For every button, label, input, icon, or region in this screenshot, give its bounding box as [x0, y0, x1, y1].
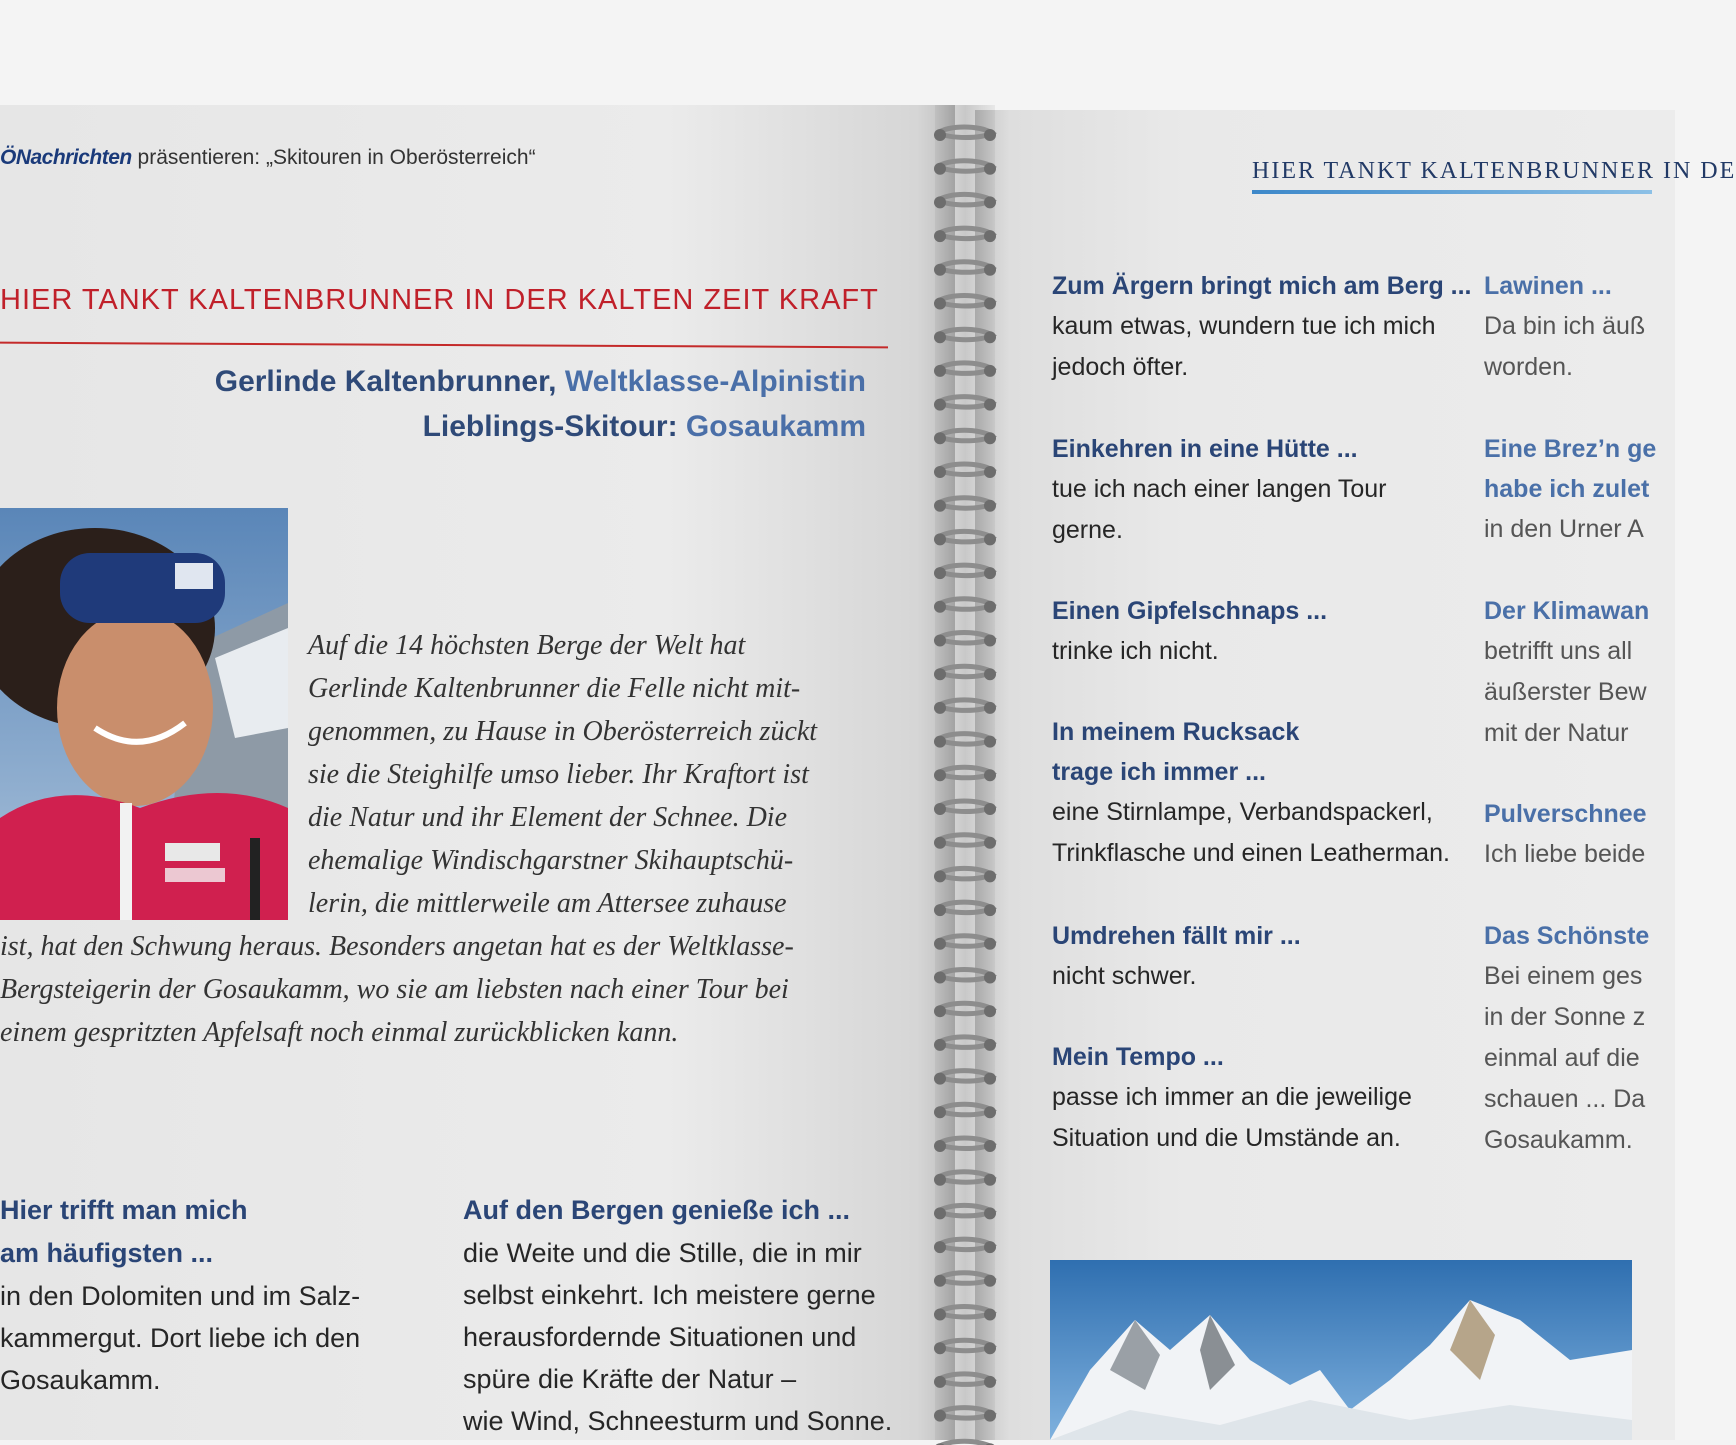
binding-hole [934, 500, 946, 512]
spiral-coil [938, 970, 992, 981]
binding-hole [984, 972, 996, 984]
binding-hole [984, 1410, 996, 1422]
binding-hole [934, 769, 946, 781]
binding-hole [934, 432, 946, 444]
binding-hole [934, 702, 946, 714]
binding-hole [984, 668, 996, 680]
binding-hole [984, 1106, 996, 1118]
qa-question: In meinem Rucksack [1052, 718, 1300, 746]
publication-header-text: präsentieren: „Skitouren in Oberösterreich“ [137, 146, 536, 169]
qa-question: Der Klimawan [1484, 597, 1650, 625]
spiral-coil [938, 1307, 992, 1318]
spiral-coil [938, 531, 992, 542]
spiral-coil [938, 565, 992, 576]
spiral-coil [938, 1408, 992, 1419]
binding-hole [984, 904, 996, 916]
binding-hole [934, 1342, 946, 1354]
qa-answer: Situation und die Umstände an. [1052, 1124, 1401, 1152]
qa-question: Einkehren in eine Hütte ... [1052, 435, 1358, 463]
qa-question: Lawinen ... [1484, 272, 1612, 300]
binding-hole [984, 1039, 996, 1051]
spiral-coil [938, 1273, 992, 1284]
binding-hole [984, 803, 996, 815]
binding-hole [984, 938, 996, 950]
binding-hole [984, 1275, 996, 1287]
spiral-coil [938, 329, 992, 340]
spiral-binding [930, 125, 1005, 1440]
binding-hole [984, 1309, 996, 1321]
binding-hole [984, 1207, 996, 1219]
binding-hole [984, 1073, 996, 1085]
spiral-coil [938, 363, 992, 374]
qa-answer: Ich liebe beide [1484, 840, 1646, 868]
binding-hole [934, 1376, 946, 1388]
binding-hole [984, 736, 996, 748]
binding-hole [934, 635, 946, 647]
byline-name-line [0, 365, 866, 399]
spiral-coil [938, 228, 992, 239]
binding-hole [934, 803, 946, 815]
qa-answer: schauen ... Da [1484, 1085, 1646, 1113]
qa-question: Das Schönste [1484, 922, 1650, 950]
binding-hole [984, 399, 996, 411]
qa-answer: trinke ich nicht. [1052, 637, 1219, 665]
binding-hole [984, 196, 996, 208]
byline-favorite-label: Lieblings-Skitour: [422, 410, 678, 443]
qa-answer: äußerster Bew [1484, 678, 1647, 706]
binding-hole [934, 298, 946, 310]
qa-answer: eine Stirnlampe, Verbandspackerl, [1052, 798, 1433, 826]
qa-question: Mein Tempo ... [1052, 1043, 1224, 1071]
qa-answer: Da bin ich äuß [1484, 312, 1646, 340]
binding-hole [934, 533, 946, 545]
running-head-rule [1252, 190, 1652, 194]
intro-line: lerin, die mittlerweile am Attersee zuhause [308, 888, 787, 919]
binding-hole [984, 298, 996, 310]
qa-answer: einmal auf die [1484, 1044, 1640, 1072]
qa-question: Hier trifft man mich [0, 1195, 248, 1225]
binding-hole [934, 264, 946, 276]
binding-hole [984, 533, 996, 545]
qa-answer: Trinkflasche und einen Leatherman. [1052, 839, 1450, 867]
binding-hole [934, 1309, 946, 1321]
binding-hole [934, 837, 946, 849]
binding-hole [934, 567, 946, 579]
binding-hole [984, 1174, 996, 1186]
qa-answer: wie Wind, Schneesturm und Sonne. [463, 1406, 893, 1436]
running-head: HIER TANKT KALTENBRUNNER IN DE [1252, 158, 1736, 184]
byline-favorite-line [0, 410, 866, 444]
binding-hole [934, 196, 946, 208]
binding-hole [934, 1174, 946, 1186]
spiral-coil [938, 1205, 992, 1216]
spiral-coil [938, 700, 992, 711]
byline-role: Weltklasse-Alpinistin [564, 365, 866, 398]
binding-hole [934, 1106, 946, 1118]
spiral-coil [938, 1104, 992, 1115]
binding-hole [934, 399, 946, 411]
intro-line: sie die Steighilfe umso lieber. Ihr Kraftort ist [308, 759, 809, 790]
binding-hole [934, 230, 946, 242]
qa-answer: mit der Natur [1484, 719, 1629, 747]
binding-hole [934, 466, 946, 478]
binding-hole [934, 870, 946, 882]
intro-line: ist, hat den Schwung heraus. Besonders angetan hat es der Weltklasse- [0, 931, 794, 962]
binding-hole [984, 1140, 996, 1152]
spiral-coil [938, 1138, 992, 1149]
qa-answer: spüre die Kräfte der Natur – [463, 1364, 797, 1394]
spiral-coil [938, 1172, 992, 1183]
spiral-coil [938, 936, 992, 947]
qa-answer: kaum etwas, wundern tue ich mich [1052, 312, 1436, 340]
binding-hole [984, 635, 996, 647]
qa-question: Umdrehen fällt mir ... [1052, 922, 1301, 950]
binding-hole [984, 466, 996, 478]
spiral-coil [938, 835, 992, 846]
spiral-coil [938, 1003, 992, 1014]
binding-hole [934, 1005, 946, 1017]
mountain-photo [1050, 1260, 1632, 1440]
binding-hole [934, 163, 946, 175]
binding-hole [984, 702, 996, 714]
binding-hole [934, 365, 946, 377]
qa-question: Auf den Bergen genieße ich ... [463, 1195, 851, 1225]
qa-answer: gerne. [1052, 516, 1123, 544]
spiral-coil [938, 666, 992, 677]
qa-answer: nicht schwer. [1052, 962, 1197, 990]
spiral-coil [938, 296, 992, 307]
spiral-coil [938, 127, 992, 138]
spiral-coil [938, 767, 992, 778]
binding-hole [934, 668, 946, 680]
qa-answer: selbst einkehrt. Ich meistere gerne [463, 1280, 876, 1310]
binding-hole [934, 1073, 946, 1085]
qa-question: Zum Ärgern bringt mich am Berg ... [1052, 272, 1472, 300]
spiral-coil [938, 430, 992, 441]
binding-hole [984, 870, 996, 882]
binding-hole [984, 163, 996, 175]
qa-answer: jedoch öfter. [1052, 353, 1189, 381]
qa-answer: tue ich nach einer langen Tour [1052, 475, 1387, 503]
intro-line: einem gespritzten Apfelsaft noch einmal zurückblicken kann. [0, 1017, 679, 1048]
binding-hole [984, 567, 996, 579]
byline-name: Gerlinde Kaltenbrunner, [214, 365, 557, 398]
binding-hole [934, 601, 946, 613]
qa-question: Eine Brez’n ge [1484, 435, 1657, 463]
qa-question: Pulverschnee [1484, 800, 1647, 828]
qa-answer: Gosaukamm. [0, 1365, 161, 1395]
binding-hole [984, 601, 996, 613]
spiral-coil [938, 801, 992, 812]
qa-answer: Bei einem ges [1484, 962, 1643, 990]
binding-hole [934, 1207, 946, 1219]
binding-hole [984, 1342, 996, 1354]
qa-answer: kammergut. Dort liebe ich den [0, 1323, 361, 1353]
publication-header [0, 146, 536, 170]
binding-hole [984, 769, 996, 781]
binding-hole [984, 230, 996, 242]
spiral-coil [938, 397, 992, 408]
article-title: HIER TANKT KALTENBRUNNER IN DER KALTEN ZEIT KRAFT [0, 284, 879, 316]
binding-hole [984, 264, 996, 276]
intro-line: die Natur und ihr Element der Schnee. Die [308, 802, 788, 833]
intro-line: Gerlinde Kaltenbrunner die Felle nicht mit- [308, 673, 801, 704]
qa-question: am häufigsten ... [0, 1238, 214, 1268]
spiral-coil [938, 902, 992, 913]
spiral-coil [938, 599, 992, 610]
binding-hole [984, 129, 996, 141]
binding-hole [934, 1039, 946, 1051]
binding-hole [934, 1410, 946, 1422]
binding-hole [934, 938, 946, 950]
portrait-photo [0, 508, 288, 920]
binding-hole [934, 972, 946, 984]
spiral-coil [938, 262, 992, 273]
qa-question: trage ich immer ... [1052, 758, 1266, 786]
spiral-coil [938, 1037, 992, 1048]
qa-answer: herausfordernde Situationen und [463, 1322, 857, 1352]
qa-answer: in der Sonne z [1484, 1003, 1646, 1031]
qa-question: habe ich zulet [1484, 475, 1650, 503]
spiral-coil [938, 1441, 992, 1445]
intro-line: genommen, zu Hause in Oberösterreich zückt [308, 716, 818, 747]
publication-brand: ÖNachrichten [0, 146, 132, 169]
byline-favorite-value: Gosaukamm [685, 410, 866, 443]
intro-line: ehemalige Windischgarstner Skihauptschü- [308, 845, 794, 876]
qa-answer: passe ich immer an die jeweilige [1052, 1083, 1412, 1111]
binding-hole [984, 432, 996, 444]
binding-hole [934, 331, 946, 343]
binding-hole [984, 1241, 996, 1253]
binding-hole [984, 1005, 996, 1017]
binding-hole [934, 1275, 946, 1287]
binding-hole [934, 1241, 946, 1253]
qa-question: Einen Gipfelschnaps ... [1052, 597, 1328, 625]
spiral-coil [938, 1071, 992, 1082]
spiral-coil [938, 1374, 992, 1385]
intro-line: Bergsteigerin der Gosaukamm, wo sie am liebsten nach einer Tour bei [0, 974, 789, 1005]
binding-hole [934, 129, 946, 141]
qa-answer: in den Urner A [1484, 515, 1644, 543]
binding-hole [984, 1376, 996, 1388]
spiral-coil [938, 194, 992, 205]
qa-answer: betrifft uns all [1484, 637, 1633, 665]
spiral-coil [938, 498, 992, 509]
spiral-coil [938, 734, 992, 745]
spiral-coil [938, 1340, 992, 1351]
binding-hole [984, 365, 996, 377]
spiral-coil [938, 868, 992, 879]
spiral-coil [938, 161, 992, 172]
binding-hole [934, 1140, 946, 1152]
spiral-coil [938, 1239, 992, 1250]
intro-line: Auf die 14 höchsten Berge der Welt hat [308, 630, 746, 661]
spiral-coil [938, 464, 992, 475]
spiral-coil [938, 633, 992, 644]
qa-answer: worden. [1484, 353, 1573, 381]
binding-hole [984, 331, 996, 343]
qa-answer: die Weite und die Stille, die in mir [463, 1238, 862, 1268]
binding-hole [984, 500, 996, 512]
binding-hole [934, 736, 946, 748]
qa-answer: Gosaukamm. [1484, 1126, 1633, 1154]
binding-hole [984, 837, 996, 849]
qa-answer: in den Dolomiten und im Salz- [0, 1281, 361, 1311]
binding-hole [934, 904, 946, 916]
